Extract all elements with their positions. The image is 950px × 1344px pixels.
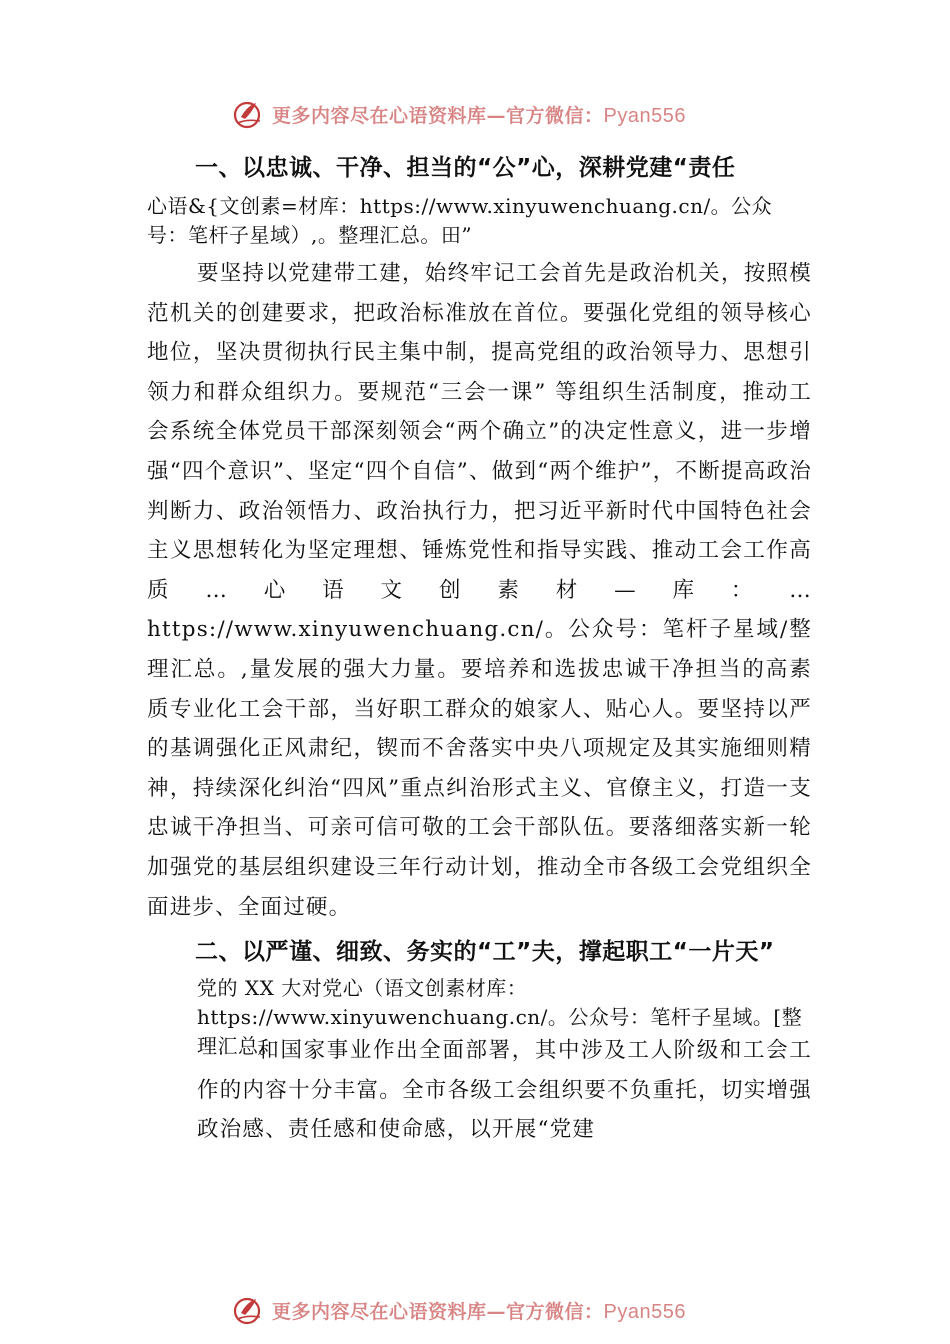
watermark-text: 更多内容尽在心语资料库 — [272, 104, 487, 127]
paragraph-1: 要坚持以党建带工建，始终牢记工会首先是政治机关，按照模范机关的创建要求，把政治标准放在首位。要强化党组的领导核心地位，坚决贯彻执行民主集中制，提高党组的政治领导力、思想引领力和群众组织力。要规范“三会一课” 等组织生活制度，推动工会系统全体党员干部深刻领会“两个确立”的决定性意义，进一步增强“四个意识”、坚定“四个自信”、做到“两个维护”，不断提高政治判断力、政治领悟力、政治执行力，把习近平新时代中国特色社会主义思想转化为坚定理想、锤炼党性和指导实践、推动工会工作高质…心语文创素材—库：…https://www.xinyuwenchuang.cn/。公众号：笔杆子星域/整理汇总。,量发展的强大力量。要培养和选拔忠诚干净担当的高素质专业化工会干部，当好职工群众的娘家人、贴心人。要坚持以严的基调强化正风肃纪，锲而不舍落实中央八项规定及其实施细则精神，持续深化纠治“四风”重点纠治形式主义、官僚主义，打造一支忠诚干净担当、可亲可信可敬的工会干部队伍。要落细落实新一轮加强党的基层组织建设三年行动计划，推动全市各级工会党组织全面进步、全面过硬。 — [147, 261, 812, 920]
paragraph-2 — [147, 1031, 812, 1150]
watermark-separator: — — [486, 104, 507, 127]
watermark-banner-bottom — [232, 1290, 832, 1330]
wechat-label: 官方微信： — [506, 104, 604, 127]
wechat-id: Pyan556 — [603, 1300, 686, 1323]
watermark-separator: — — [486, 1300, 507, 1323]
main-text — [147, 148, 812, 1150]
logo-icon — [232, 1293, 266, 1327]
wechat-id: Pyan556 — [603, 104, 686, 127]
section-heading-2: 二、以严谨、细致、务实的“工”夫，撑起职工“一片天” — [195, 939, 775, 966]
wechat-label: 官方微信： — [506, 1300, 604, 1323]
paragraph-2-text: 和国家事业作出全面部署，其中涉及工人阶级和工会工作的内容十分丰富。全市各级工会组织要不负重托，切实增强政治感、责任感和使命感，以开展“党建 — [197, 1038, 812, 1143]
watermark-banner-top — [232, 94, 832, 134]
source-note-1: 心语&{文创素=材库：https://www.xinyuwenchuang.cn/。公众号：笔杆子星域）,。整理汇总。田” — [147, 194, 773, 247]
section-heading-1: 一、以忠诚、干净、担当的“公”心，深耕党建“责任 — [195, 155, 736, 181]
logo-icon — [232, 97, 266, 131]
source-note-2: 党的 XX 大对党心（语文创素材库：https://www.xinyuwenchuang.cn/。公众号：笔杆子星域。[整理汇总。 — [197, 976, 803, 1059]
watermark-text: 更多内容尽在心语资料库 — [272, 1300, 487, 1323]
